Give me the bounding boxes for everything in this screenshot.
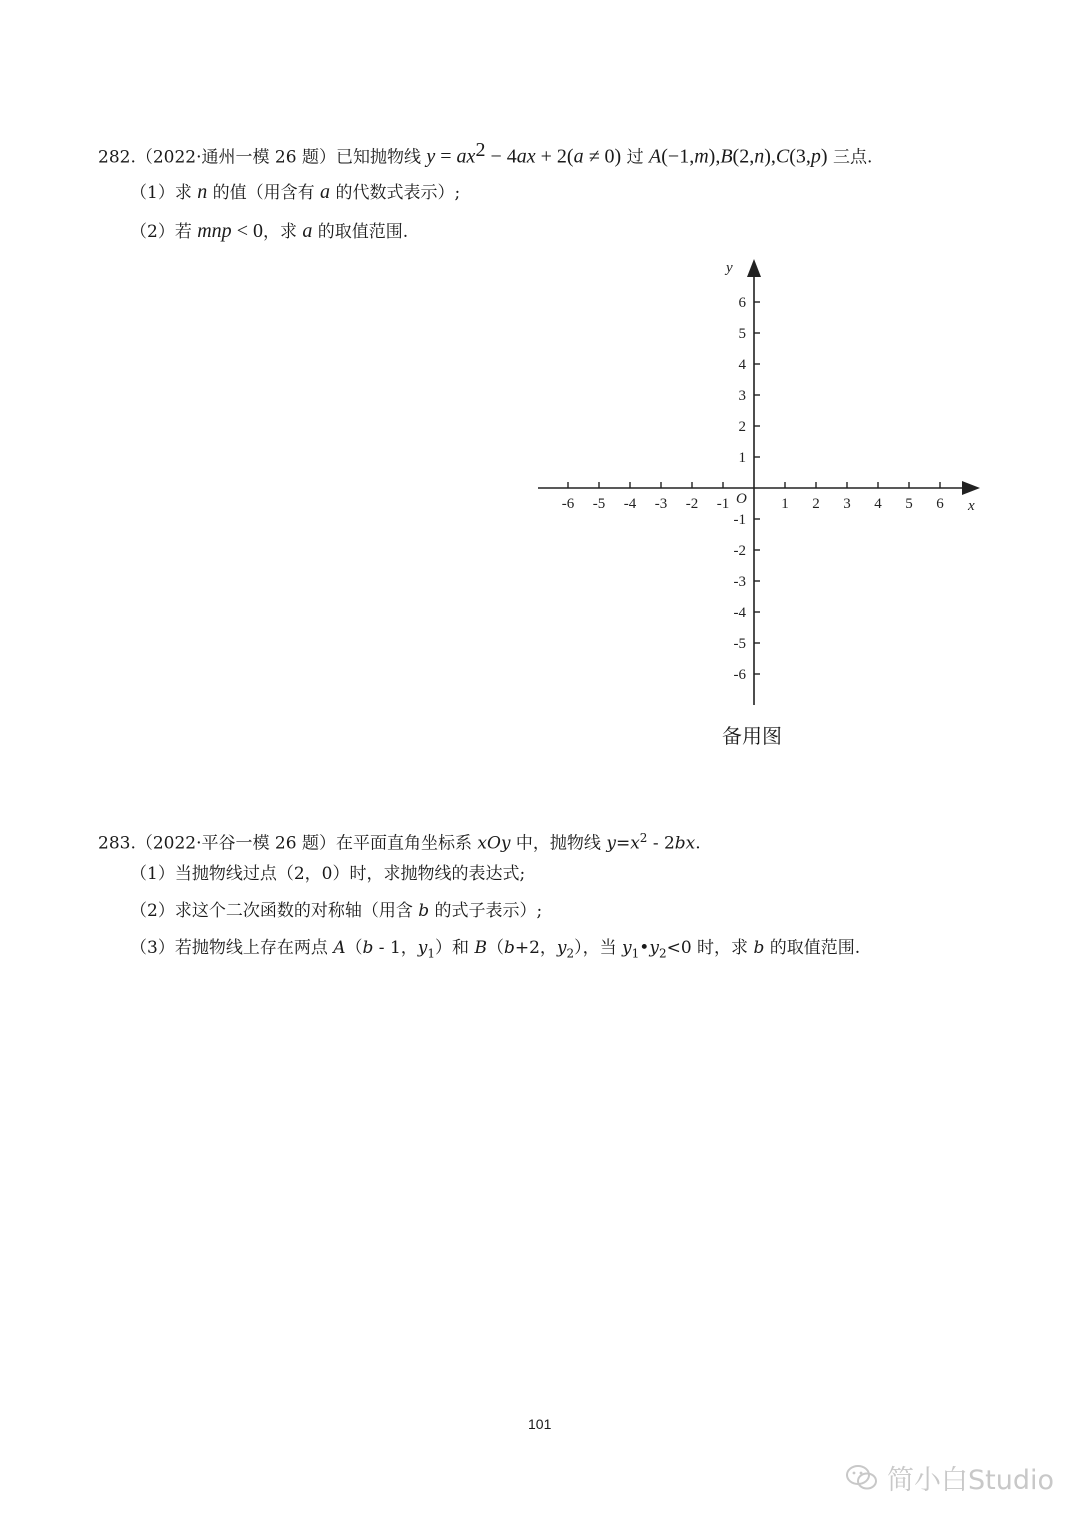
watermark xyxy=(845,1458,1054,1497)
eq-x: x xyxy=(630,833,640,854)
x-tick-label: 3 xyxy=(843,496,851,512)
q3-dot: • xyxy=(639,938,650,958)
eq-end: . xyxy=(695,833,701,854)
point-b-end: ), xyxy=(764,145,776,168)
point-a-m: m xyxy=(694,145,709,168)
q1-var-n: n xyxy=(197,181,208,203)
problem-282-q1 xyxy=(130,180,460,205)
func-square: 2 xyxy=(475,139,486,161)
eq-square: 2 xyxy=(639,831,648,845)
func-close: ) xyxy=(614,145,622,168)
x-tick-label: 4 xyxy=(874,496,882,512)
y-axis xyxy=(747,259,761,705)
coordinate-plane xyxy=(530,255,990,715)
q3-sub: 1 xyxy=(631,946,640,961)
y-tick-label: -1 xyxy=(733,512,746,528)
y-ticks xyxy=(734,295,761,683)
x-tick-label: 1 xyxy=(781,496,789,512)
y-tick-label: 1 xyxy=(738,450,746,466)
y-tick-label: 4 xyxy=(738,357,746,373)
func-zero: 0 xyxy=(604,145,615,168)
point-c-label: C xyxy=(775,145,790,168)
point-b-coord: (2, xyxy=(732,145,755,168)
q2-text: 的取值范围. xyxy=(317,222,409,242)
func-ax: ax xyxy=(516,145,536,168)
x-tick-label: -3 xyxy=(654,496,668,512)
q3-point-b: B xyxy=(474,938,487,958)
x-tick-label: -2 xyxy=(685,496,699,512)
q1-text: （1）求 xyxy=(130,183,192,203)
q2-ineq: < 0 xyxy=(231,220,263,242)
stem-text: 三点. xyxy=(832,147,873,168)
stem-text: 过 xyxy=(626,147,644,168)
figure-caption: 备用图 xyxy=(722,724,782,748)
func-cond: a ≠ xyxy=(573,145,605,168)
point-b-n: n xyxy=(754,145,765,168)
y-tick-label: 6 xyxy=(738,295,746,311)
stem-text: 在平面直角坐标系 xyxy=(335,833,472,854)
problem-number: 282. xyxy=(98,147,136,168)
x-tick-label: 6 xyxy=(936,496,944,512)
problem-283-q3 xyxy=(130,936,860,965)
point-a-label: A xyxy=(649,145,662,168)
x-axis xyxy=(538,481,980,495)
y-tick-label: -3 xyxy=(733,574,746,590)
page-number: 101 xyxy=(528,1416,552,1432)
y-tick-label: 3 xyxy=(738,388,746,404)
problem-source: （2022·通州一模 26 题） xyxy=(135,147,336,168)
point-c-end: ) xyxy=(820,145,828,168)
q3-paren: （ xyxy=(345,938,363,958)
origin-label: O xyxy=(736,491,747,507)
q1-text: 的代数式表示）; xyxy=(335,183,461,203)
x-tick-label: -5 xyxy=(592,496,606,512)
problem-282-q2 xyxy=(130,219,408,244)
q1-var-a: a xyxy=(320,181,331,203)
stem-text: 已知抛物线 xyxy=(335,147,421,168)
y-tick-label: -4 xyxy=(733,605,746,621)
x-tick-label: 5 xyxy=(905,496,913,512)
point-a-end: ), xyxy=(708,145,721,168)
q3-var-b: b xyxy=(362,938,374,958)
q3-text: 的取值范围. xyxy=(769,938,861,958)
q3-text: ），当 xyxy=(574,938,617,958)
func-plus: + 2( xyxy=(535,145,574,168)
x-tick-label: -1 xyxy=(716,496,730,512)
q3-sub: 2 xyxy=(658,946,667,961)
q3-point-a: A xyxy=(333,938,346,958)
eq-y: y xyxy=(606,833,616,854)
q3-var-y1: y xyxy=(622,938,632,958)
q3-var-y1: y xyxy=(417,938,428,958)
func-ax2: ax xyxy=(456,145,476,168)
y-tick-label: -2 xyxy=(733,543,746,559)
x-axis-label: x xyxy=(968,498,975,514)
x-ticks xyxy=(562,482,945,512)
x-tick-label: -6 xyxy=(561,496,575,512)
y-tick-label: 5 xyxy=(738,326,746,342)
q3-minus: ‐ 1， xyxy=(373,938,418,958)
eq-bx: bx xyxy=(674,833,696,854)
var-xoy: xOy xyxy=(477,833,511,854)
q3-sub: 1 xyxy=(427,946,436,961)
q3-text: <0 时，求 xyxy=(666,938,749,958)
eq-eq: = xyxy=(615,833,631,854)
q2-text: （2）求这个二次函数的对称轴（用含 xyxy=(130,901,413,921)
wechat-icon xyxy=(845,1463,879,1493)
point-c-coord: (3, xyxy=(789,145,811,168)
q2-text: 的式子表示）; xyxy=(434,901,543,921)
q1-text: 的值（用含有 xyxy=(212,183,315,203)
stem-text: 中，抛物线 xyxy=(515,833,601,854)
q3-sub: 2 xyxy=(566,946,575,961)
q3-var-b: b xyxy=(503,938,515,958)
point-b-label: B xyxy=(720,145,733,168)
watermark-text: 简小白Studio xyxy=(887,1465,1054,1496)
func-y: y xyxy=(426,145,436,168)
q2-var-mnp: mnp xyxy=(197,220,232,242)
q2-text: ，求 xyxy=(262,222,297,242)
problem-282-stem xyxy=(98,138,872,170)
func-minus: − 4 xyxy=(485,145,517,168)
problem-283-q2 xyxy=(130,899,542,923)
q3-var-y2: y xyxy=(556,938,567,958)
q3-var-y2: y xyxy=(649,938,659,958)
q3-text: ）和 xyxy=(435,938,470,958)
problem-number: 283. xyxy=(98,833,136,854)
problem-source: （2022·平谷一模 26 题） xyxy=(135,833,336,854)
y-axis-label: y xyxy=(726,260,733,276)
x-tick-label: -4 xyxy=(623,496,637,512)
x-axis-arrow xyxy=(962,481,980,495)
point-a-coord: (−1, xyxy=(661,145,695,168)
eq-minus: ‐ 2 xyxy=(647,833,675,854)
q3-var-b: b xyxy=(753,938,765,958)
q3-paren: （ xyxy=(486,938,504,958)
y-axis-arrow xyxy=(747,259,761,277)
q2-var-b: b xyxy=(418,901,430,921)
problem-283-stem xyxy=(98,826,701,856)
y-tick-label: -6 xyxy=(733,667,746,683)
q3-plus: +2， xyxy=(514,938,557,958)
q2-var-a: a xyxy=(302,220,313,242)
q2-text: （2）若 xyxy=(130,222,192,242)
point-c-p: p xyxy=(810,145,821,168)
problem-283-q1: （1）当抛物线过点（2，0）时，求抛物线的表达式; xyxy=(130,864,526,884)
func-eq: = xyxy=(435,145,457,168)
q3-text: （3）若抛物线上存在两点 xyxy=(130,938,328,958)
x-tick-label: 2 xyxy=(812,496,820,512)
y-tick-label: 2 xyxy=(738,419,746,435)
y-tick-label: -5 xyxy=(733,636,746,652)
